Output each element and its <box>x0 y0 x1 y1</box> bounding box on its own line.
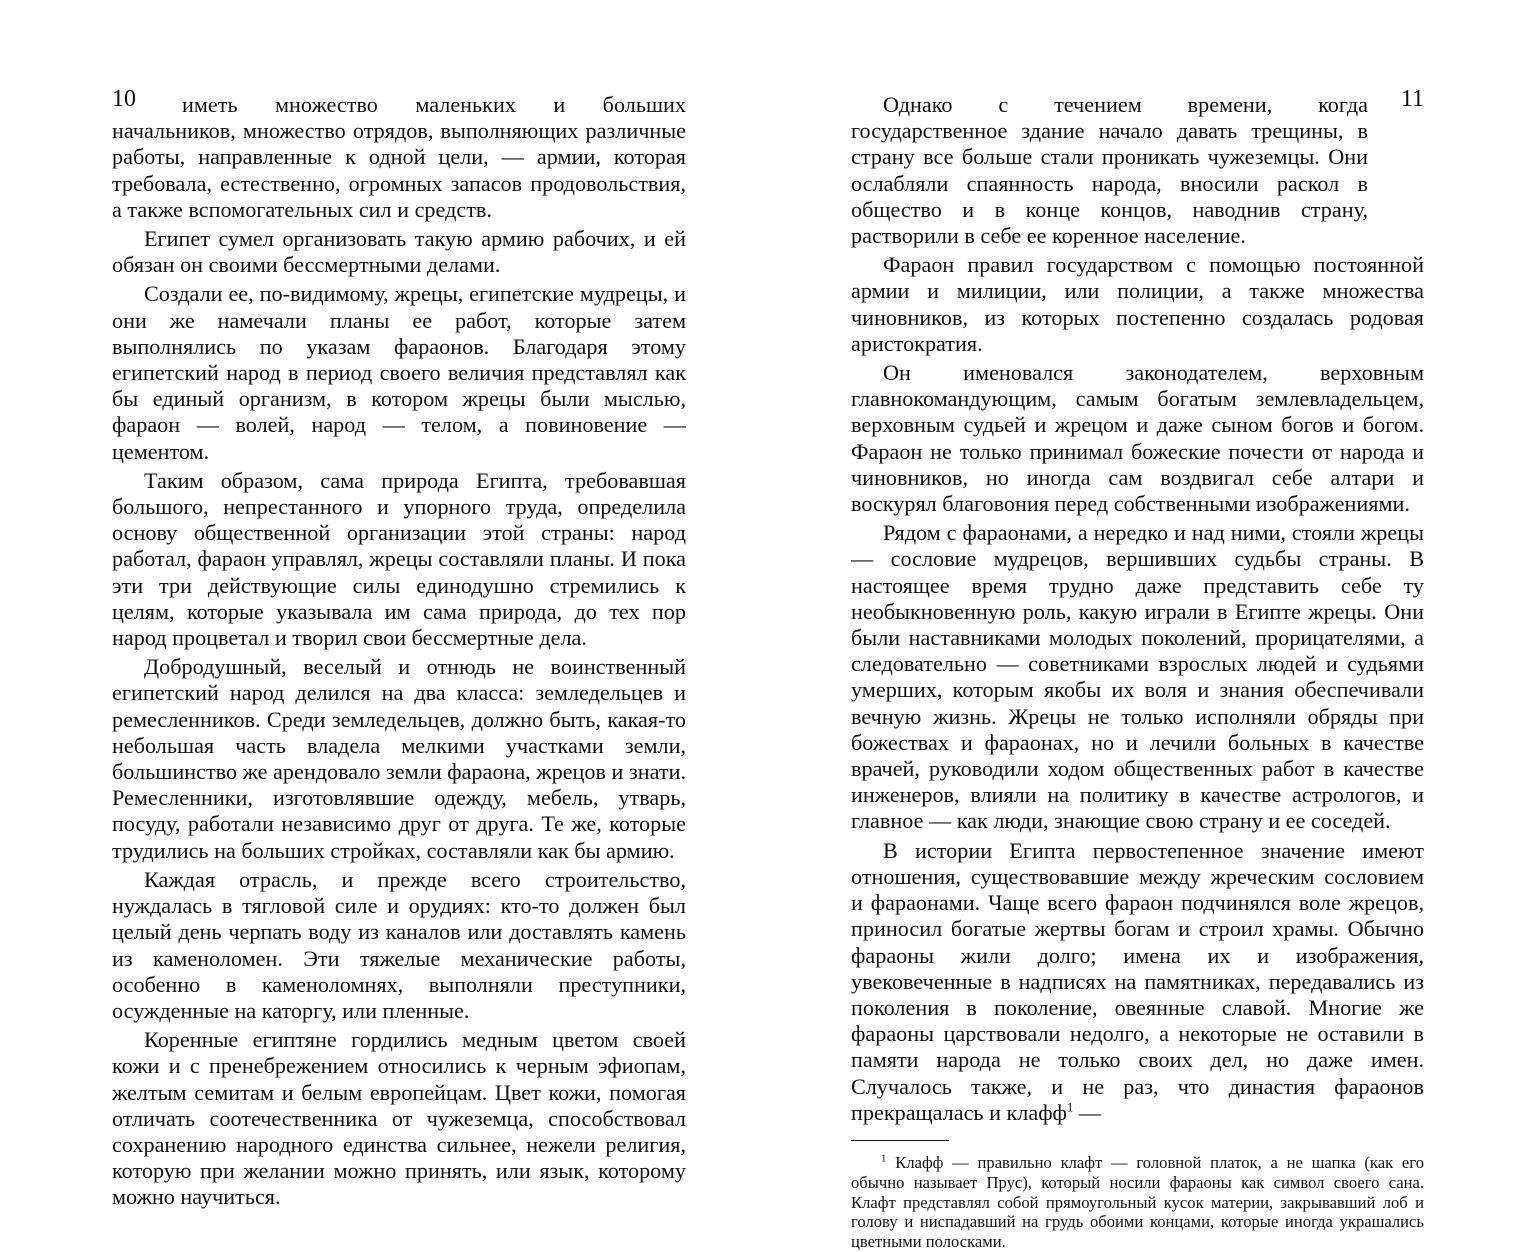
footnote-text: Клафф — правильно клафт — головной платок, а не шапка (как его обычно называет Прус), который носили фараоны как символ своего сана. Клафт представлял собой прямоугольный кусок материи, закрывавший лоб и голову и ниспадавший на грудь обоими концами, которые иногда украшались цветными полосками. <box>851 1152 1424 1252</box>
paragraph: Он именовался законодателем, верховным главнокомандующим, самым богатым землевладельцем, верховным судьей и жрецом и даже сыном богов и богом. Фараон не только принимал божеские почести от народа и чиновников, но иногда сам воздвигал себе алтари и воскурял благовония перед собственными изображениями. <box>851 360 1424 517</box>
footnote-divider <box>851 1140 949 1141</box>
paragraph: Фараон правил государством с помощью постоянной армии и милиции, или полиции, а также множества чиновников, из которых постепенно создалась родовая аристократия. <box>851 252 1424 356</box>
footnote-reference: 1 <box>1066 1099 1074 1115</box>
paragraph-tail: — <box>1073 1099 1102 1125</box>
paragraph: Коренные египтяне гордились медным цветом своей кожи и с пренебрежением относились к черным эфиопам, желтым семитам и белым европейцам. Цвет кожи, помогая отличать соотечественника от чужеземца, способствовал сохранению народного единства сильнее, нежели религия, которую при желании можно принять, или язык, которому можно научиться. <box>112 1027 686 1210</box>
paragraph: Создали ее, по-видимому, жрецы, египетские мудрецы, и они же намечали планы ее работ, которые затем выполнялись по указам фараонов. Благодаря этому египетский народ в период своего величия представлял как бы единый организм, в котором жрецы были мыслью, фараон — волей, народ — телом, а повиновение — цементом. <box>112 281 686 464</box>
paragraph: иметь множество маленьких и больших начальников, множество отрядов, выполняющих различные работы, направленные к одной цели, — армии, которая требовала, естественно, огромных запасов продовольствия, а также вспомогательных сил и средств. <box>112 92 686 222</box>
page-number-left: 10 <box>112 86 136 112</box>
paragraph: Каждая отрасль, и прежде всего строительство, нуждалась в тягловой силе и орудиях: кто-то должен был целый день черпать воду из каналов или доставлять камень из каменоломен. Эти тяжелые механические работы, особенно в каменоломнях, выполняли преступники, осужденные на каторгу, или пленные. <box>112 866 686 1023</box>
footnote-text-block <box>851 1153 1424 1252</box>
page-number-right: 11 <box>1400 86 1424 112</box>
paragraph-with-footnote-ref <box>851 838 1424 1126</box>
paragraph: Таким образом, сама природа Египта, требовавшая большого, непрестанного и упорного труда, определила основу общественной организации этой страны: народ работал, фараон управлял, жрецы составляли планы. И пока эти три действующие силы единодушно стремились к целям, которые указывала им сама природа, до тех пор народ процветал и творил свои бессмертные дела. <box>112 467 686 651</box>
paragraph-text: В истории Египта первостепенное значение имеют отношения, существовавшие между жреческим сословием и фараонами. Чаще всего фараон подчинялся воле жрецов, приносил богатые жертвы богам и строил храмы. Обычно фараоны жили долго; имена их и изображения, увековеченные в надписях на памятниках, передавались из поколения в поколение, овеянные славой. Многие же фараоны царствовали недолго, а некоторые не оставили в памяти народа не только своих дел, но даже имен. Случалось также, и не раз, что династия фараонов прекращалась и клафф <box>851 837 1424 1125</box>
footnote <box>851 1153 1424 1252</box>
paragraph: Однако с течением времени, когда государственное здание начало давать трещины, в страну все больше стали проникать чужеземцы. Они ослабляли спаянность народа, вносили раскол в общество и в конце концов, наводнив страну, растворили в себе ее коренное население. <box>851 92 1368 249</box>
paragraph: Рядом с фараонами, а нередко и над ними, стояли жрецы — сословие мудрецов, вершивших судьбы страны. В настоящее время трудно даже представить себе ту необыкновенную роль, какую играли в Египте жрецы. Они были наставниками молодых поколений, прорицателями, а следовательно — советниками взрослых людей и судьями умерших, которым якобы их воля и знания обеспечивали вечную жизнь. Жрецы не только исполняли обряды при божествах и фараонах, но и лечили больных в качестве врачей, руководили ходом общественных работ в качестве инженеров, влияли на политику в качестве астрологов, и главное — как люди, знающие свою страну и ее соседей. <box>851 520 1424 834</box>
paragraph: Добродушный, веселый и отнюдь не воинственный египетский народ делился на два класса: земледельцев и ремесленников. Среди земледельцев, должно быть, какая-то небольшая часть владела мелкими участками земли, большинство же арендовало земли фараона, жрецов и знати. Ремесленники, изготовлявшие одежду, мебель, утварь, посуду, работали независимо друг от друга. Те же, которые трудились на больших стройках, составляли как бы армию. <box>112 654 686 863</box>
left-page-text <box>112 92 686 1211</box>
footnote-marker: 1 <box>881 1152 887 1165</box>
paragraph: Египет сумел организовать такую армию рабочих, и ей обязан он своими бессмертными делами. <box>112 226 686 278</box>
left-page <box>112 86 686 1211</box>
right-page-text <box>851 92 1424 1126</box>
right-page <box>851 86 1424 1252</box>
